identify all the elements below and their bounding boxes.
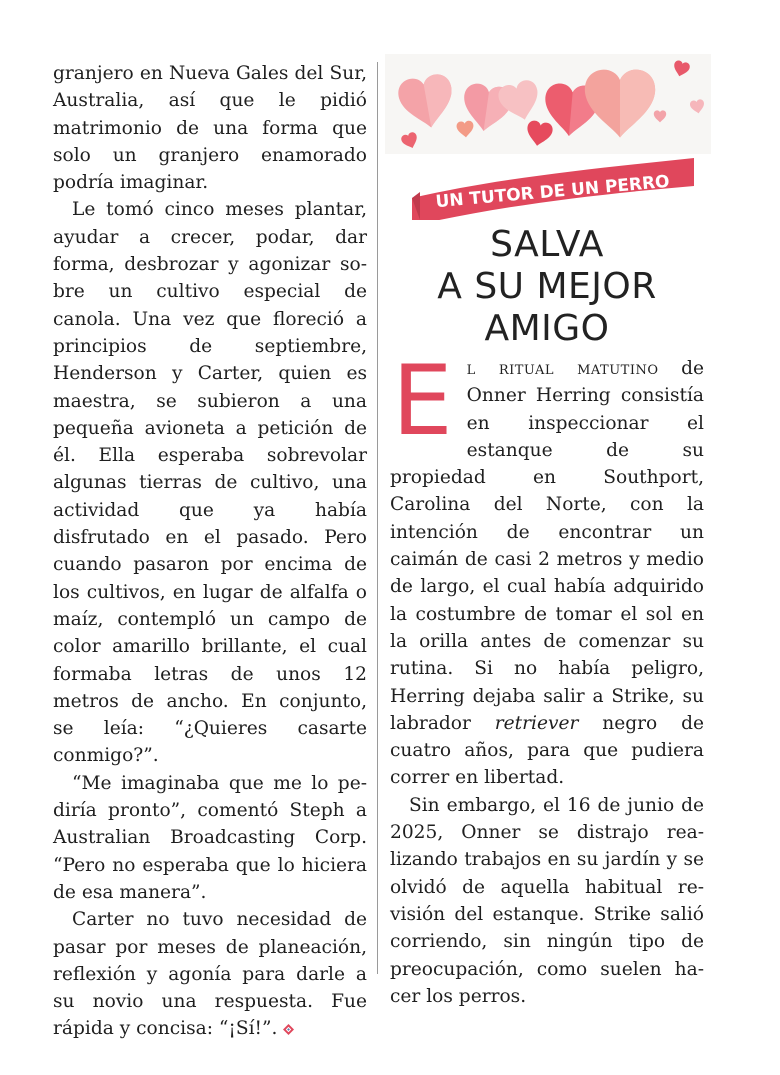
- column-divider: [377, 62, 378, 974]
- paper-hearts-illustration: [385, 54, 711, 154]
- right-paragraph-2: Sin embargo, el 16 de junio de 2025, Onner se distrajo realizando trabajos en su jardín y se olvidó de aquella habitual revisión del estanque. Strike salió corriendo, sin ningún tipo de preocupación, como suelen hacer los perros.: [390, 794, 704, 1007]
- banner-text: UN TUTOR DE UN PERRO: [434, 171, 671, 213]
- diamond-end-mark-icon: [283, 1024, 294, 1035]
- headline: [390, 224, 704, 350]
- left-paragraph-2: Le tomó cinco meses plantar, ayudar a crecer, podar, dar forma, desbrozar y agonizar sobre un cultivo especial de canola. Una vez que floreció a principios de septiembre, Henderson y Carter, quien es maestra, se subieron a una pequeña avioneta a petición de él. Ella esperaba sobrevolar algunas tierras de cultivo, una actividad que ya había disfrutado en el pasado. Pero cuando pasaron por encima de los cultivos, en lugar de alfalfa o maíz, contempló un campo de color amarillo brillante, el cual formaba letras de unos 12 metros de ancho. En conjunto, se leía: “¿Quieres casarte conmigo?”.: [53, 199, 367, 767]
- lead-in: l ritual matutino: [466, 358, 659, 379]
- headline-line-1: SALVA: [490, 224, 604, 265]
- retriever-italic: retriever: [494, 712, 579, 734]
- right-column: [390, 345, 704, 1010]
- left-paragraph-3: “Me imaginaba que me lo pediría pronto”, comentó Steph a Australian Broadcasting Corp. “Pero no esperaba que lo hiciera de esa manera”.: [53, 772, 367, 903]
- left-column: [53, 60, 367, 1043]
- left-paragraph-4: [53, 906, 367, 1042]
- left-paragraph-4-text: Carter no tuvo necesidad de pasar por meses de planeación, reflexión y agonía para darle a su novio una respuesta. Fue rápida y concisa: “¡Sí!”.: [53, 909, 367, 1040]
- headline-line-2: A SU MEJOR: [437, 266, 657, 307]
- right-paragraph-1: [390, 345, 704, 792]
- headline-line-3: AMIGO: [484, 308, 610, 349]
- section-banner: [408, 150, 698, 220]
- right-paragraph-1-text: de Onner Herring consistía en inspeccionar el estanque de su propiedad en Southport, Carolina del Norte, con la intención de encontrar un caimán de casi 2 metros y medio de largo, el cual había adquirido la costumbre de tomar el sol en la orilla antes de comenzar su rutina. Si no había peligro, Herring dejaba salir a Strike, su labrador: [390, 358, 704, 734]
- left-paragraph-1: granjero en Nueva Gales del Sur, Australia, así que le pidió matrimonio de una forma que solo un granjero enamorado podría imaginar.: [53, 63, 367, 194]
- right-paragraph-1-end: negro de cuatro años, para que pudiera correr en libertad.: [390, 712, 704, 789]
- drop-cap: E: [392, 345, 453, 457]
